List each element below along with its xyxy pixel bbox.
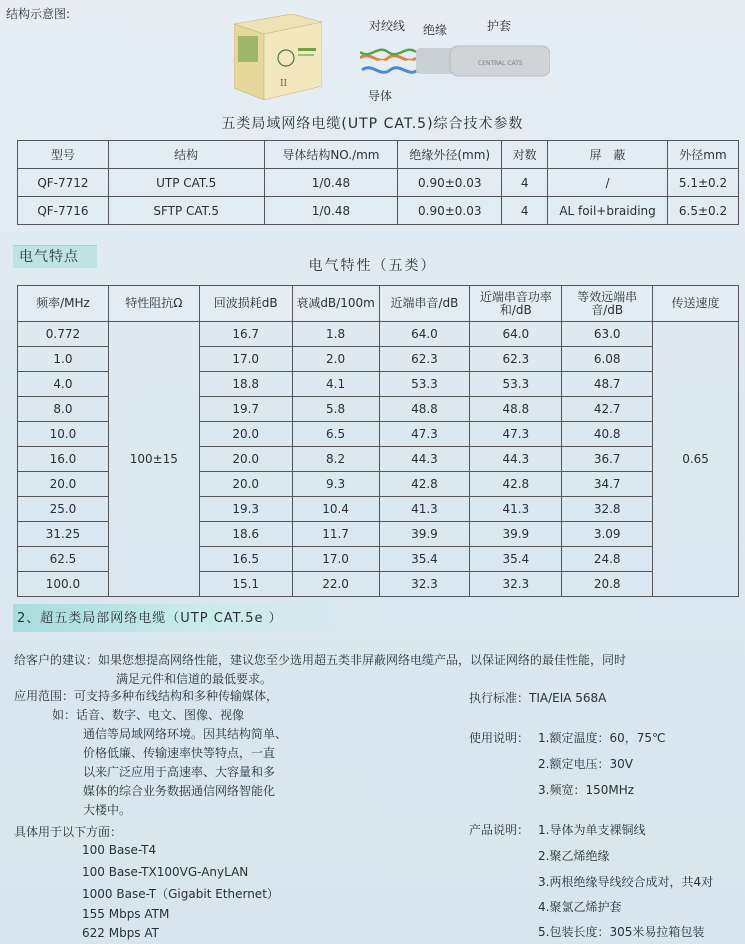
table-cell: AL foil+braiding: [548, 197, 668, 225]
product-item: 2.聚乙烯绝缘: [538, 849, 610, 863]
product-label: 产品说明：: [469, 823, 530, 837]
table-cell: 31.25: [18, 522, 109, 547]
application-range-text: 以来广泛应用于高速率、大容量和多: [83, 765, 276, 779]
table-cell: 4.1: [292, 372, 379, 397]
product-item: 5.包装长度：305米易拉箱包装: [538, 925, 705, 939]
table-cell: 44.3: [379, 447, 470, 472]
table-cell: 8.2: [292, 447, 379, 472]
usage-item: 2.额定电压：30V: [538, 757, 633, 771]
table-cell: 11.7: [292, 522, 379, 547]
table-cell: 0.90±0.03: [398, 197, 502, 225]
table-cell: 1/0.48: [264, 169, 398, 197]
use-item: 100 Base-TX100VG-AnyLAN: [82, 865, 249, 879]
table-cell: 44.3: [470, 447, 562, 472]
table-cell: 0.772: [18, 322, 109, 347]
table-cell: 5.1±0.2: [668, 169, 739, 197]
use-item: 1000 Base-T（Gigabit Ethernet）: [82, 887, 279, 901]
impedance-cell: 100±15: [108, 322, 199, 597]
table-cell: 47.3: [379, 422, 470, 447]
table-cell: 18.8: [199, 372, 292, 397]
table-cell: 42.8: [470, 472, 562, 497]
jacket-label: 护套: [487, 19, 512, 33]
table-cell: 4: [502, 197, 548, 225]
table-cell: 20.0: [199, 447, 292, 472]
table-cell: 20.0: [18, 472, 109, 497]
table-cell: 10.4: [292, 497, 379, 522]
table-cell: 20.0: [199, 472, 292, 497]
table-cell: 48.8: [379, 397, 470, 422]
table-cell: 3.09: [562, 522, 653, 547]
table-cell: 1.8: [292, 322, 379, 347]
table-cell: 48.8: [470, 397, 562, 422]
application-range-text: 价格低廉、传输速率快等特点，一直: [83, 746, 276, 760]
table-cell: 25.0: [18, 497, 109, 522]
elec-header-cell: 近端串音/dB: [379, 286, 470, 322]
table-cell: 63.0: [562, 322, 653, 347]
elec-header-cell: 等效远端串 音/dB: [562, 286, 653, 322]
table-cell: 18.6: [199, 522, 292, 547]
cable-structure-diagram: [360, 40, 550, 85]
table-cell: 24.8: [562, 547, 653, 572]
application-range-text: 媒体的综合业务数据通信网络智能化: [83, 784, 276, 798]
velocity-cell: 0.65: [653, 322, 739, 597]
application-range-text: 大楼中。: [83, 803, 132, 817]
application-range-text: 通信等局域网络环境。因其结构简单、: [83, 727, 288, 741]
conductor-label: 导体: [368, 89, 393, 103]
table-cell: 53.3: [379, 372, 470, 397]
cable-box-image: [234, 14, 322, 100]
table-cell: 32.3: [379, 572, 470, 597]
table-cell: 39.9: [470, 522, 562, 547]
table-cell: 62.3: [470, 347, 562, 372]
product-item: 3.两根绝缘导线绞合成对，共4对: [538, 875, 714, 889]
specific-uses-label: 具体用于以下方面：: [14, 825, 123, 839]
table-cell: 35.4: [379, 547, 470, 572]
table-cell: 9.3: [292, 472, 379, 497]
elec-table-title: 电气特性（五类）: [308, 258, 437, 274]
product-item: 4.聚氯乙烯护套: [538, 900, 622, 914]
table-cell: 41.3: [379, 497, 470, 522]
table-cell: 42.7: [562, 397, 653, 422]
elec-header-cell: 衰减dB/100m: [292, 286, 379, 322]
table-cell: UTP CAT.5: [108, 169, 264, 197]
table-cell: 41.3: [470, 497, 562, 522]
table-cell: 20.8: [562, 572, 653, 597]
table-cell: 32.8: [562, 497, 653, 522]
table-cell: 32.3: [470, 572, 562, 597]
table-row: [18, 197, 739, 225]
table-cell: 42.8: [379, 472, 470, 497]
table-cell: QF-7712: [18, 169, 109, 197]
use-item: 100 Base-T4: [82, 843, 157, 857]
table-cell: 22.0: [292, 572, 379, 597]
section-cat5e-heading: 2、超五类局部网络电缆（UTP CAT.5e ）: [13, 604, 343, 632]
table-cell: 6.5: [292, 422, 379, 447]
use-item: 622 Mbps AT: [82, 926, 159, 940]
table-cell: 8.0: [18, 397, 109, 422]
table-cell: 10.0: [18, 422, 109, 447]
application-range-text: 如：话音、数字、电文、图像、视像: [52, 708, 245, 722]
elec-header-cell: 传送速度: [653, 286, 739, 322]
elec-header-cell: 频率/MHz: [18, 286, 109, 322]
twisted-pair-label: 对绞线: [369, 19, 406, 33]
table-cell: 35.4: [470, 547, 562, 572]
table-cell: /: [548, 169, 668, 197]
elec-header-cell: 特性阻抗Ω: [108, 286, 199, 322]
table-cell: 40.8: [562, 422, 653, 447]
table-cell: 62.5: [18, 547, 109, 572]
spec-table-title: 五类局域网络电缆(UTP CAT.5)综合技术参数: [221, 116, 524, 132]
table-cell: 6.08: [562, 347, 653, 372]
structure-label: 结构示意图:: [6, 7, 71, 21]
standard-text: 执行标准：TIA/EIA 568A: [469, 691, 607, 705]
table-cell: 100.0: [18, 572, 109, 597]
advice-text: 给客户的建议：如果您想提高网络性能，建议您至少选用超五类非屏蔽网络电缆产品，以保证网络的最佳性能，同时: [14, 653, 627, 667]
table-cell: 5.8: [292, 397, 379, 422]
usage-item: 1.额定温度：60，75℃: [538, 731, 666, 745]
elec-table-header: [18, 286, 739, 322]
spec-header-cell: 型号: [18, 141, 109, 169]
table-cell: 64.0: [379, 322, 470, 347]
section-electrical-heading: 电气特点: [13, 245, 97, 268]
svg-text:II: II: [280, 79, 288, 89]
electrical-table: [17, 285, 739, 597]
elec-header-cell: 近端串音功率 和/dB: [470, 286, 562, 322]
insulation-label: 绝缘: [423, 23, 448, 37]
table-cell: 53.3: [470, 372, 562, 397]
spec-header-cell: 绝缘外径(mm): [398, 141, 502, 169]
table-cell: 64.0: [470, 322, 562, 347]
spec-header-cell: 外径mm: [668, 141, 739, 169]
table-cell: 47.3: [470, 422, 562, 447]
table-cell: 48.7: [562, 372, 653, 397]
table-cell: 6.5±0.2: [668, 197, 739, 225]
table-cell: 19.3: [199, 497, 292, 522]
spec-table: [17, 140, 739, 225]
spec-header-cell: 结构: [108, 141, 264, 169]
usage-label: 使用说明：: [469, 731, 530, 745]
spec-table-header: [18, 141, 739, 169]
table-cell: 39.9: [379, 522, 470, 547]
usage-item: 3.频宽：150MHz: [538, 783, 635, 797]
advice-text-continued: 满足元件和信道的最低要求。: [116, 672, 273, 686]
table-cell: 4: [502, 169, 548, 197]
table-cell: 20.0: [199, 422, 292, 447]
spec-header-cell: 导体结构NO./mm: [264, 141, 398, 169]
table-row: [18, 169, 739, 197]
table-cell: 0.90±0.03: [398, 169, 502, 197]
table-cell: 16.7: [199, 322, 292, 347]
table-cell: 2.0: [292, 347, 379, 372]
table-cell: 16.5: [199, 547, 292, 572]
table-cell: 1.0: [18, 347, 109, 372]
spec-header-cell: 屏 蔽: [548, 141, 668, 169]
product-item: 1.导体为单支裸铜线: [538, 823, 646, 837]
table-cell: 62.3: [379, 347, 470, 372]
table-cell: 36.7: [562, 447, 653, 472]
table-cell: 34.7: [562, 472, 653, 497]
table-cell: 17.0: [292, 547, 379, 572]
table-cell: 17.0: [199, 347, 292, 372]
table-cell: 4.0: [18, 372, 109, 397]
spec-header-cell: 对数: [502, 141, 548, 169]
table-cell: 15.1: [199, 572, 292, 597]
table-cell: SFTP CAT.5: [108, 197, 264, 225]
elec-header-cell: 回波损耗dB: [199, 286, 292, 322]
svg-text:CENTRAL CAT5: CENTRAL CAT5: [478, 60, 523, 67]
table-cell: 16.0: [18, 447, 109, 472]
table-cell: 19.7: [199, 397, 292, 422]
table-cell: QF-7716: [18, 197, 109, 225]
table-cell: 1/0.48: [264, 197, 398, 225]
use-item: 155 Mbps ATM: [82, 907, 170, 921]
application-range-text: 应用范围：可支持多种布线结构和多种传输媒体，: [14, 689, 279, 703]
table-row: [18, 322, 739, 347]
